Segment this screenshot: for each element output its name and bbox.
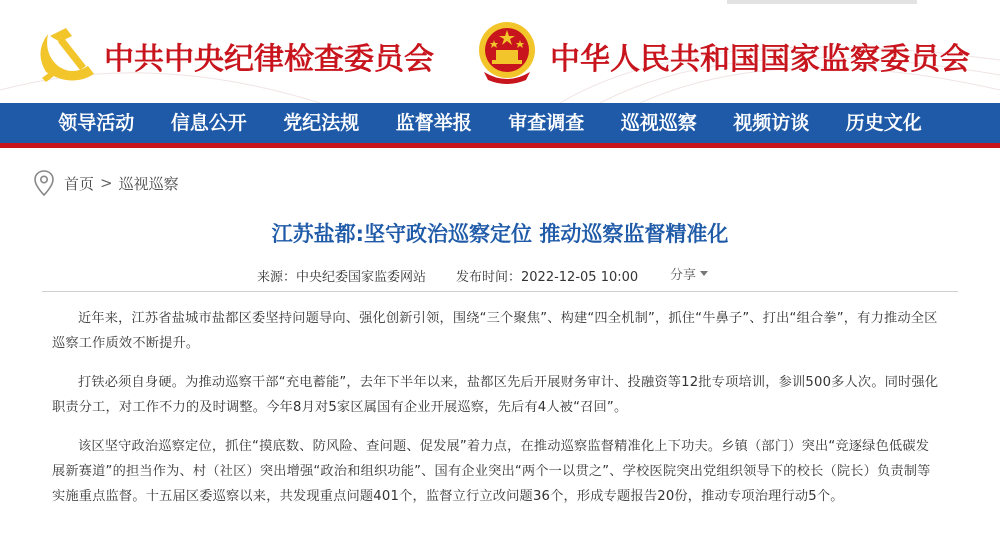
article-source: 来源：中央纪委国家监委网站 xyxy=(257,269,427,285)
nav-item-information[interactable]: 信息公开 xyxy=(170,112,247,134)
nav-item-leadership[interactable]: 领导活动 xyxy=(58,112,135,134)
breadcrumb xyxy=(34,170,179,196)
article-paragraph: 该区坚守政治巡察定位，抓住“摸底数、防风险、查问题、促发展”着力点，在推动巡察监督精准化上下功夫。乡镇（部门）突出“竞逐绿色低碳发展新赛道”的担当作为、村（社区）突出增强“政治和组织功能”、国有企业突出“两个一以贯之”、学校医院突出党组织领导下的校长（院长）负责制等实施重点监督。十五届区委巡察以来，共发现重点问题401个，监督立行立改问题36个，形成专题报告20份，推动专项治理行动5个。 xyxy=(52,439,931,504)
ccdi-title[interactable]: 中共中央纪律检查委员会 xyxy=(104,42,434,77)
nav-item-investigation[interactable]: 审查调查 xyxy=(508,112,585,134)
nsc-title[interactable]: 中华人民共和国国家监察委员会 xyxy=(550,42,970,77)
breadcrumb-home-link[interactable]: 首页 xyxy=(64,174,95,193)
nav-item-history[interactable]: 历史文化 xyxy=(845,112,922,134)
party-emblem-icon[interactable] xyxy=(36,22,98,82)
article-meta xyxy=(257,265,638,285)
chevron-down-icon xyxy=(700,271,708,276)
location-pin-icon xyxy=(34,170,54,196)
article-date: 发布时间：2022-12-05 10:00 xyxy=(456,269,639,285)
site-header xyxy=(0,0,1000,103)
article-paragraph: 打铁必须自身硬。为推动巡察干部“充电蓄能”，去年下半年以来，盐都区先后开展财务审计、投融资等12批专项培训，参训500多人次。同时强化职责分工，对工作不力的及时调整。今年8月对5家区属国有企业开展巡察，先后有4人被“召回”。 xyxy=(52,375,939,415)
nav-item-inspection[interactable]: 巡视巡察 xyxy=(620,112,697,134)
nav-item-regulations[interactable]: 党纪法规 xyxy=(283,112,360,134)
breadcrumb-separator: > xyxy=(100,174,113,192)
article-body xyxy=(52,306,942,523)
nav-bottom-border xyxy=(0,143,1000,148)
breadcrumb-current-link[interactable]: 巡视巡察 xyxy=(118,174,179,193)
top-utility-bar xyxy=(727,0,917,4)
article-paragraph: 近年来，江苏省盐城市盐都区委坚持问题导向、强化创新引领，围绕“三个聚焦”、构建“四全机制”，抓住“牛鼻子”、打出“组合拳”，有力推动全区巡察工作质效不断提升。 xyxy=(52,311,938,351)
share-label: 分享 xyxy=(670,268,697,283)
article-divider xyxy=(42,291,958,292)
main-nav xyxy=(0,103,1000,143)
article-title: 江苏盐都:坚守政治巡察定位 推动巡察监督精准化 xyxy=(271,222,729,246)
nav-item-report[interactable]: 监督举报 xyxy=(395,112,472,134)
share-button[interactable] xyxy=(670,264,708,283)
national-emblem-icon[interactable] xyxy=(474,20,540,84)
nav-item-video[interactable]: 视频访谈 xyxy=(733,112,810,134)
